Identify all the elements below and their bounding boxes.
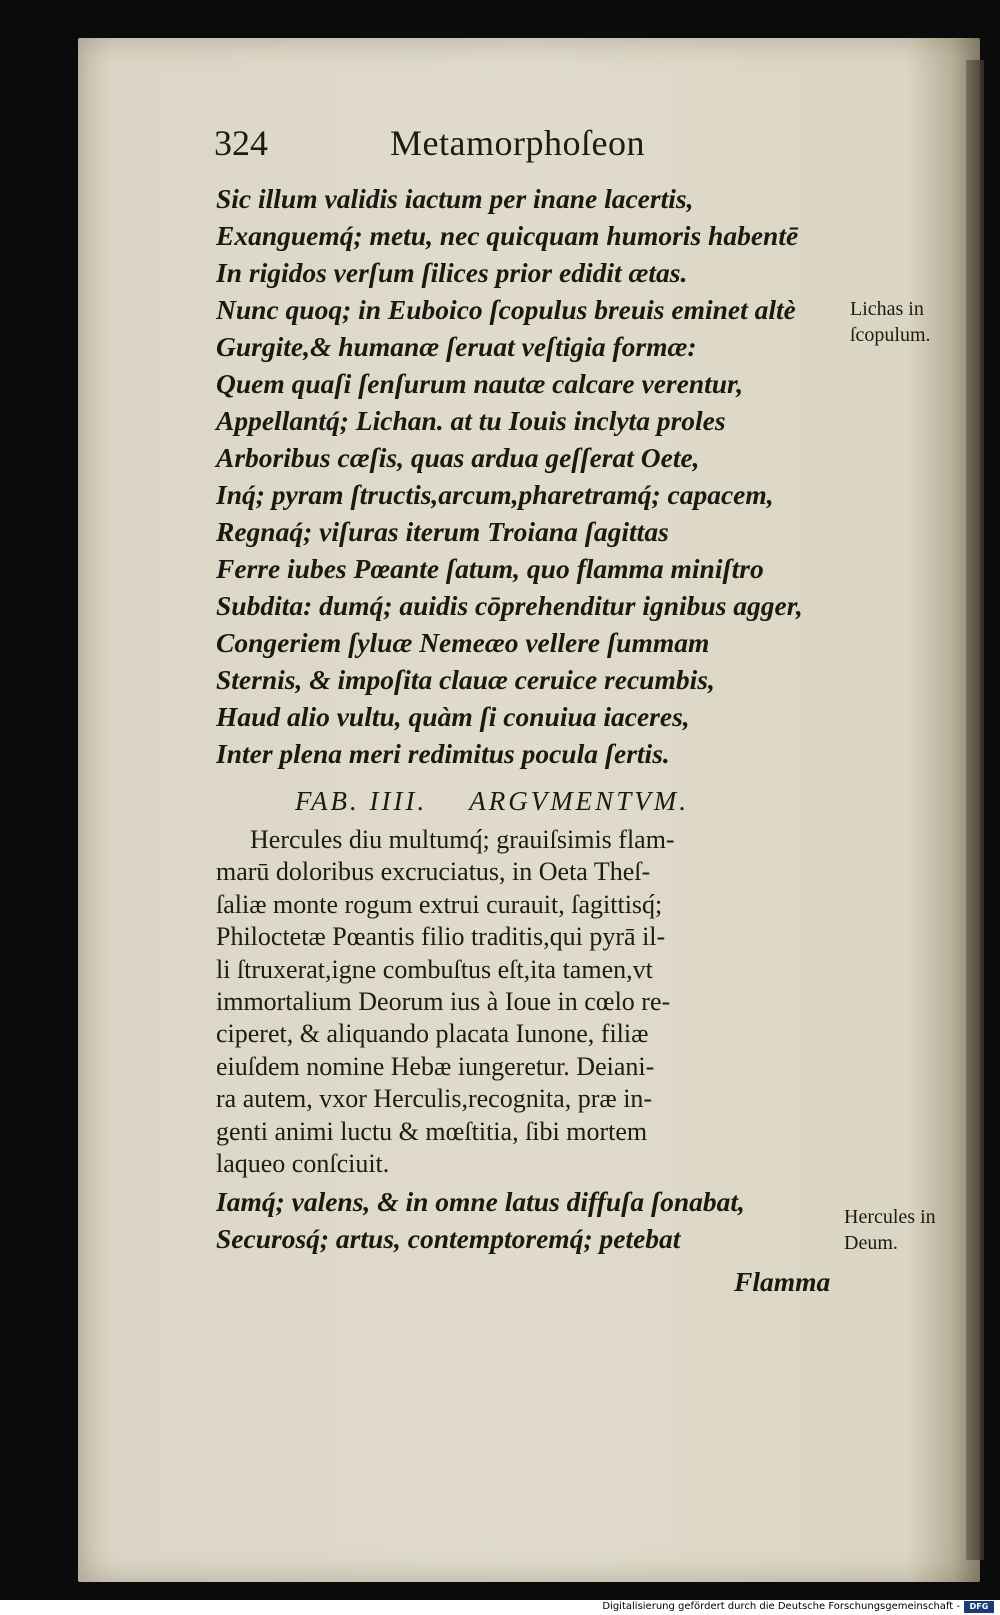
margin-note-line: Hercules in [844, 1206, 936, 1228]
prose-line: immortalium Deorum ius à Ioue in cœlo re- [216, 986, 671, 1016]
margin-note-line: ſcopulum. [850, 324, 931, 346]
digitization-credit: Digitalisierung gefördert durch die Deutsche Forschungsgemeinschaft - [602, 1601, 960, 1612]
verse-line: Regnaq́; viſuras iterum Troiana ſagittas [216, 516, 669, 547]
verse-line: Appellantq́; Lichan. at tu Iouis inclyta proles [216, 405, 726, 436]
verse-line: Gurgite,& humanæ ſeruat veſtigia formæ: [216, 331, 697, 362]
margin-note-line: Lichas in [850, 298, 924, 320]
prose-line: ſaliæ monte rogum extrui curauit, ſagittisq́; [216, 889, 663, 919]
verse-line: Congeriem ſyluæ Nemeæo vellere ſummam [216, 627, 710, 658]
verse-line: Sternis, & impoſita clauæ ceruice recumbis, [216, 664, 715, 695]
verse-line: Haud alio vultu, quàm ſi conuiua iaceres, [216, 701, 690, 732]
prose-line: Hercules diu multumq́; grauiſsimis flam- [250, 825, 675, 854]
verse-line: Exanguemq́; metu, nec quicquam humoris habentē [216, 220, 799, 251]
dfg-logo-icon: DFG [964, 1601, 994, 1613]
verse-block-1 [216, 180, 803, 772]
verse-line: Subdita: dumq́; auidis cōprehenditur ignibus agger, [216, 590, 803, 621]
section-heading [295, 786, 689, 817]
prose-line: laqueo conſciuit. [216, 1148, 390, 1178]
verse-line: Securosq́; artus, contemptoremq́; petebat [216, 1223, 681, 1254]
margin-note-hercules [844, 1204, 936, 1256]
argument-prose [216, 824, 836, 1180]
prose-line: ciperet, & aliquando placata Iunone, filiæ [216, 1019, 649, 1049]
catchword: Flamma [734, 1266, 831, 1297]
prose-line: marū doloribus excruciatus, in Oeta Theſ- [216, 857, 651, 887]
prose-line: ra autem, vxor Herculis,recognita, præ in- [216, 1084, 653, 1114]
verse-line: Inq́; pyram ſtructis,arcum,pharetramq́; capacem, [216, 479, 774, 510]
page-header [214, 122, 834, 172]
verse-line: In rigidos verſum ſilices prior edidit ætas. [216, 257, 688, 288]
margin-note-lichas [850, 296, 931, 348]
fable-number: FAB. IIII. [295, 786, 428, 816]
prose-line: genti animi luctu & mœſtitia, ſibi mortem [216, 1116, 648, 1146]
verse-line: Sic illum validis iactum per inane lacertis, [216, 183, 694, 214]
verse-line: Arboribus cæſis, quas ardua geſſerat Oete, [216, 442, 700, 473]
verse-line: Inter plena meri redimitus pocula ſertis. [216, 738, 670, 769]
page-edge-shadow [966, 60, 984, 1560]
verse-line: Quem quaſi ſenſurum nautæ calcare verentur, [216, 368, 744, 399]
verse-block-2 [216, 1183, 745, 1257]
page-number: 324 [214, 123, 268, 163]
prose-line: Philoctetæ Pœantis filio traditis,qui pyrā il- [216, 922, 666, 952]
running-title: Metamorphoſeon [390, 123, 645, 163]
prose-line: li ſtruxerat,igne combuſtus eſt,ita tamen,vt [216, 954, 653, 984]
argument-label: ARGVMENTVM. [469, 786, 689, 816]
prose-line: eiuſdem nomine Hebæ iungeretur. Deiani- [216, 1051, 655, 1081]
verse-line: Nunc quoq; in Euboico ſcopulus breuis eminet altè [216, 294, 796, 325]
verse-line: Iamq́; valens, & in omne latus diffuſa ſonabat, [216, 1186, 745, 1217]
verse-line: Ferre iubes Pœante ſatum, quo flamma miniſtro [216, 553, 764, 584]
margin-note-line: Deum. [844, 1232, 898, 1254]
